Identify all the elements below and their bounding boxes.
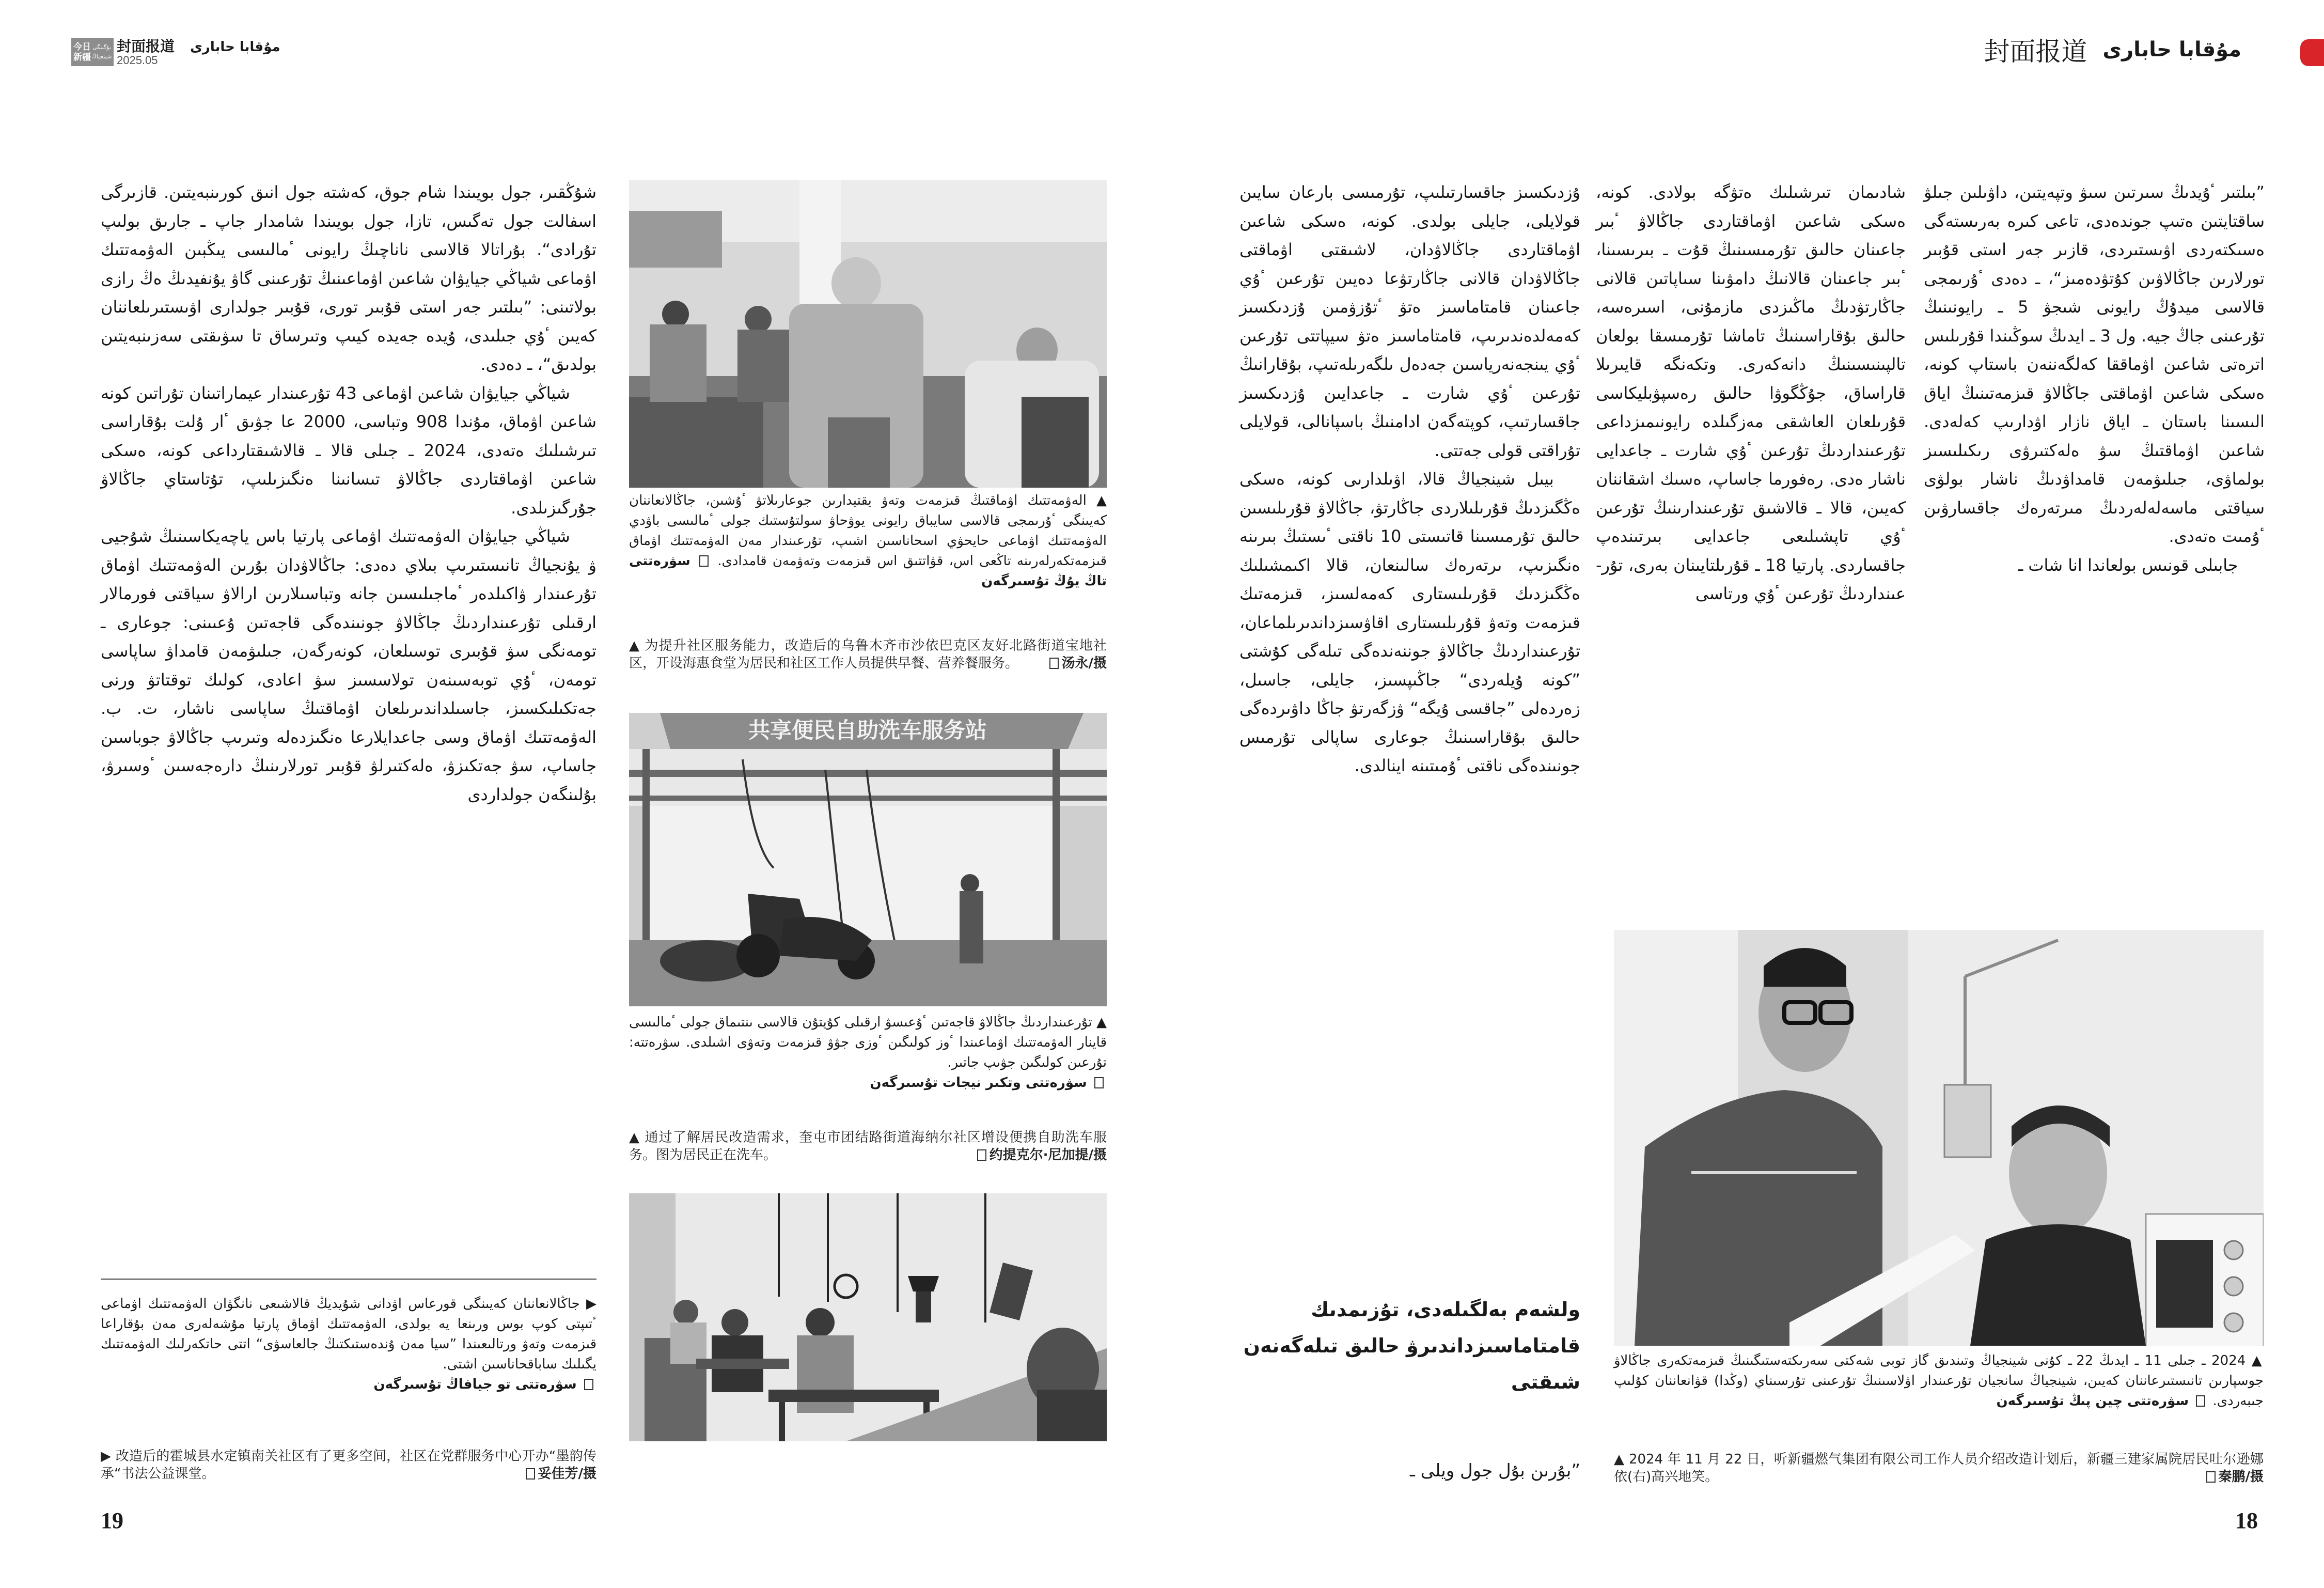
section-title-cn: 封面报道 [117, 38, 175, 55]
photo-credit-cn [1046, 655, 1107, 672]
section-title-kz: مۇقابا حابارى [190, 39, 280, 55]
credit-box-icon [977, 1149, 986, 1161]
logo-kz-line1: بۇگىنگى [92, 44, 111, 51]
photo-credit-kz: سۋرەتتى تاڭ يۇڭ تۇسىرگەن [629, 553, 1107, 589]
paragraph: بيىل شينجياڭ قالا، اۋىلدارىى كونە، ەسكى ەڭگىزدىڭ قۇرىلىلاردى جاڭارتۋ، جاڭالاۋ قۇرىلىسىن حالىق تۇرمىسىنا قاتىستى 10 ناقتى ٴىستىڭ بىرىنە ەنگىزىپ، ىرتەرەك سالىنعان، قالا اكىمشىلىك ەڭگىزدىك قۇرىلىستارى كەمەلسىز، قىزمەتىك قىزمەت وتەۋ قۇرىلىستارى اقاۋسىزداندىرىلماعان، تۇرعىنداردىڭ جاڭالاۋ جوننەندەگى تىلەگى كۇشتى ”كونە ۇيلەردى“ جاڭىپسىز، جايلى، جاسىل، زەردەلى ”جاقسى ۇيگە“ ۋزگەرتۋ جاڭا داۋىردەگى حالىق بۇقاراسىنىڭ جوعارى ساپالى تۇرمىس جونىندەگى ناقتى ٴۇمىتىنە اينالدى. [1239, 469, 1581, 775]
credit-box-icon [699, 555, 709, 567]
caption-kz-canteen [629, 491, 1107, 591]
credit-name: 约提克尔·尼加提/摄 [989, 1147, 1107, 1163]
magazine-logo [71, 38, 114, 66]
credit-name: 妥佳芳/摄 [538, 1466, 596, 1482]
photo-calligraphy-class [629, 1193, 1107, 1441]
photo-credit-cn [523, 1465, 597, 1483]
credit-name: 汤永/摄 [1061, 656, 1107, 671]
credit-box-icon [526, 1468, 535, 1480]
issue-date: 2025.05 [117, 54, 158, 67]
caption-text: ▶ جاڭالانعاننان كەيىنگى قورعاس اۋدانى شۇيديڭ قالاشىعى نانگۋان الەۋمەتتىك اۋماعى ٴتىپتى كوپ بوس ورىنعا يە بولدى، الەۋمەتتىك اۋماق پارتيا مۇشەلەرى مەن بۇقاراعا قىزمەت وتەۋ ورتالىعىندا ”سيا مەن ۇندەستىكتىڭ جالعاسۋى“ اتتى حاتكەرلىك الەۋمەتتىك يگىلىك ساباقحاناسىن اشتى. [101, 1296, 596, 1372]
photo-credit-kz: سۋرەتتى چين پىڭ تۇسىرگەن [1996, 1393, 2189, 1409]
page-number-left: 19 [101, 1508, 123, 1533]
caption-kz-calligraphy [101, 1294, 596, 1395]
photo-credit-cn [2203, 1468, 2264, 1486]
running-header-right [1984, 31, 2241, 68]
credit-box-icon [2206, 1471, 2216, 1483]
photo-credit-kz: سۋرەتتى وتكىر نيجات تۇسىرگەن [870, 1075, 1087, 1091]
caption-divider [101, 1279, 596, 1280]
body-column-right-1 [1924, 178, 2265, 580]
logo-kz-line2: شينجياڭ [91, 53, 112, 60]
body-column-right-2 [1596, 178, 1906, 609]
article-subheading: ولشەم بەلگىلەدى، تۇزىمدىك قامتاماسىزداندىرۋ حالىق تىلەگەنەن شىقتى [1243, 1298, 1580, 1393]
caption-cn-gas [1614, 1451, 2264, 1486]
paragraph: شياڭي جيايۋان الەۋمەتتىك اۋماعى پارتيا باس ياچەيكاسىنىڭ شۇجيى ۋ يۇنجياڭ تانىستىرىپ بىلاي دەدى: جاڭالاۋدان بۇرىن الەۋمەتتىك اۋماق تۇرعىندار ۋاكىلدەر ٴماجىلىسىن جانە وتباسىلارىن ارالاۋ سياقتى فورمالار ارقىلى تۇرعىنداردىڭ جاڭالاۋ جونىندەگى قاجەتىن ۇعىىنى: جوعارى ـ تومەنگى سۋ قۇبىرى توسىلعان، كونەرگەن، جىلىۋمەن قامداۋ ساپاسى تومەن، ٴۇي توبەسىنەن تولاسسىز سۋ اعادى، كولىك توقتاتۋ ورنى جەتكىلىكسىز، جاسىلداندىرىلعان اۋماقتىڭ ساپاسى ناشار، ت. ب. الەۋمەتتىك اۋماق وسى جاعدايلارعا ەنگىزدەلە وتىرىپ جاڭالاۋ جوباسىن جاساپ، سۋ جەتكىزۋ، ەلەكتىرلۋ قۇبىر تورلارىنىڭ دارەجەسىن ٴوسىرۋ، بۇلىنگەن جولداردى [101, 526, 596, 804]
caption-text: ▲ 2024 ـ جىلى 11 ـ ايدىڭ 22 ـ كۇنى شينجياڭ وتىندىق گاز توبى شەكتى سەرىكتەستىگىنىڭ قىزمەتكەرى جاڭالاۋ جوسپارىن تانىستىرعاننان كەيىن، شينجياڭ سانجيان تۇرعىندار اۋلاسىنىڭ تۇرعىنى تۇرسىناي (وڭدا) قۋانعاننان كۇلىپ جىبەردى. [1614, 1353, 2264, 1409]
paragraph: ”بىلتىر ٴۇيدىڭ سىرتىن سىۋ وتپەيتىن، داۋىلىن جىلۋ ساقتايتىن ەتىپ جوندەدى، تاعى كىرە بەرىستەگى ەسىكتەردى اۋىستىردى، قازىر جەر استى قۇبىر تورلارىن جاڭالاۋىن كۇتۋدەمىز“، ـ دەدى ٴۇرىمجى قالاسى ميدۇڭ رايونى شىجۋ 5 ـ رايونىنىڭ تۇرعىنى جاڭ جيە. ول 3 ـ ايدىڭ سوڭىندا قۇرىلىس اترەتى شاعىن اۋماققا كەلگەننەن باستاپ كونە، ەسكى شاعىن اۋماقتى جاڭالاۋ قىزمەتىنىڭ اياق الىسىنا باستان ـ اياق نازار اۋدارىپ كەلەدى. شاعىن اۋماقتىڭ سۋ ەلەكتىرۋى رىكىلىسىز بولماۋى، جىلىۋمەن قامداۋدىڭ ناشار بولۋى سياقتى ماسەلەلەردىڭ مىرتەرەك جاقسارۋىن ٴۇمىت ەتەدى. [1924, 182, 2265, 546]
caption-text: ▲ 通过了解居民改造需求，奎屯市团结路街道海纳尔社区增设便携自助洗车服务。图为居民正在洗车。 [629, 1130, 1107, 1163]
body-column-left-1 [101, 178, 596, 809]
credit-box-icon [1094, 1077, 1104, 1088]
page-number-right: 18 [2235, 1508, 2258, 1533]
running-header-left [71, 38, 280, 67]
credit-name: 秦鹏/摄 [2218, 1469, 2264, 1485]
credit-box-icon [2196, 1395, 2205, 1407]
body-column-right-3 [1239, 178, 1580, 781]
credit-box-icon [584, 1379, 593, 1390]
photo-community-canteen [629, 180, 1107, 488]
photo-credit-kz: سۋرەتتى تو جيافاڭ تۇسىرگەن [373, 1377, 577, 1392]
credit-box-icon [1049, 658, 1059, 669]
section-title-cn: 封面报道 [1984, 37, 2087, 67]
caption-text: ▲ 为提升社区服务能力，改造后的乌鲁木齐市沙依巴克区友好北路街道宝地社区，开设海惠食堂为居民和社区工作人员提供早餐、营养餐服务。 [629, 638, 1107, 671]
logo-cn-text: 今日新疆 [73, 42, 91, 63]
subsection-lead: ”بۇرىن بۇل جول ويلى ـ [1409, 1460, 1580, 1481]
caption-cn-calligraphy [101, 1447, 596, 1483]
photo-self-service-car-wash [629, 713, 1107, 1006]
paragraph: شۇڭقىر، جول بويىندا شام جوق، كەشتە جول انىق كورىنبەيتىن. قازىرگى اسفالت جول تەگىس، تازا، جول بويىندا شامدار جاپ ـ جارىق بولىپ تۇرادى“. بۇراتالا قالاسى ناناچىڭ رايونى ٴمالىسى يىڭبىن الەۋمەتتىك اۋماعى شياڭي جيايۋان شاعىن اۋماعىنىڭ تۇرعىنى گاۋ يۇنفيدىڭ ەڭ رازى بولاتىنى: ”بىلتىر جەر استى قۇبىر تورى، قۇبىر جولدارى اۋىستىرىلعاننان كەيىن ٴۇي جىلىدى، ۇيدە جەيدە كيىپ وتىرساق تا سۋىقتى سەزىنبەيتىن بولدىق“، ـ دەدى. [101, 182, 596, 374]
section-block [117, 38, 175, 66]
paragraph: شياڭي جيايۋان شاعىن اۋماعى 43 تۇرعىندار عيماراتىنان تۇراتىن كونە شاعىن اۋماق، مۇندا 908 وتباسى، 2000 عا جۋىق ٴار ۇلت بۇقاراسى تىرشىلىك ەتەدى، 2024 ـ جىلى قالا ـ قالاشىقتارداعى كونە، ەسكى شاعىن اۋماقتاردى جاڭالاۋ تىسانىنا ەنگىزىلىپ، تۇتاستاي جاڭالاۋ جۇرگىزىلدى. [101, 383, 597, 518]
logo-kz-text [91, 43, 112, 61]
section-title-kz: مۇقابا حابارى [2102, 38, 2241, 61]
caption-kz-gas [1614, 1351, 2264, 1411]
caption-cn-canteen [629, 637, 1107, 672]
caption-text: ▶ 改造后的霍城县水定镇南关社区有了更多空间，社区在党群服务中心开办“墨韵传承“书法公益课堂。 [101, 1449, 596, 1482]
paragraph: جابىلى قونىس بولعاندا انا شات ـ [2018, 555, 2238, 575]
caption-text: ▲ 2024 年 11 月 22 日，听新疆燃气集团有限公司工作人员介绍改造计划后，新疆三建家属院居民吐尔逊娜依(右)高兴地笑。 [1614, 1452, 2264, 1485]
caption-text: ▲ تۇرعىنداردىڭ جاڭالاۋ قاجەتىن ٴۇعىسۋ ارقىلى كۇيتۇن قالاسى ىنتىماق جولى ٴمالىسى قاينار الەۋمەتتىك اۋماعىندا ٴوز كولىگىن ٴوزى جۋۋ قىزمەت وتەۋى اشىلدى. سۋرەتتە: تۇرعىن كولىگىن جۋىپ جاتىر. [629, 1015, 1107, 1070]
caption-cn-carwash [629, 1129, 1107, 1164]
car-wash-sign-text: 共享便民自助洗车服务站 [748, 718, 987, 743]
paragraph: ۇزدىكسىز جاقسارتىلىپ، تۇرمىسى بارعان سايىن قولايلى، جايلى بولدى. كونە، ەسكى شاعىن اۋماقتاردى جاڭالاۋدان، لاشىقتى اۋماقتى جاڭالاۋدان قالانى جاڭارتۋعا دەيىن تۇرعىن ٴۇي جاعىنان قامتاماسىز ەتۋ ٴتۇزۋمىن ۇزدىكسىز كەمەلدەندىرىپ، قامتاماسىز ەتۋ سيپاتتى تۇرعىن ٴۇي يىنجەنەرياسىن جەدەل ىلگەرىلەتىپ، بۇقارانىڭ تۇرعىن ٴۇي شارت ـ جاعدايىن ۇزدىكسىز جاقسارتىپ، كوپتەگەن ادامنىڭ باسپانالى، قولايلى تۇراقتى قولى جەتتى. [1239, 182, 1580, 460]
section-color-tab [2300, 39, 2324, 66]
caption-kz-carwash [629, 1013, 1107, 1093]
caption-text: ▲ الەۋمەتتىك اۋماقتىڭ قىزمەت وتەۋ يقتيدارىن جوعارىلاتۋ ٴۇشىن، جاڭالانعاننان كەيىنگى ٴۇرىمجى قالاسى سايباق رايونى يوۋحاۋ سولتۇستىك جولى ٴمالىسى باۋدي الەۋمەتتىك اۋماعى حايحۋي اسحاناسىن اشىپ، تۇرعىندار مەن الەۋمەتتىك اۋماق قىزمەتكەرلەرىنە تاڭعى اس، قۋاتتىق اس قىزمەت وتەۋمەن قامدادى. [629, 493, 1107, 569]
photo-credit-cn [974, 1146, 1107, 1164]
photo-gas-worker-resident [1614, 930, 2264, 1346]
paragraph: شادىمان تىرشىلىك ەتۋگە بولادى. كونە، ەسكى شاعىن اۋماقتاردى جاڭالاۋ ٴبىر جاعىنان حالىق تۇرمىسىنىڭ قۇت ـ بىرىسىنا، ٴبىر جاعىنان قالانىڭ دامۋىنا سىاپاتىن قالانى جاڭارتۋدىڭ ماڭىزدى مازمۇنى، اسىرەسە، حالىق بۇقاراسىنىڭ تاماشا تۇرمىسقا بولعان تالپىنىسىنىڭ دانەكەرى. وتكەنگە قايىرىلا قاراساق، جۇڭگوۋا حالىق رەسپۋبليكاسى قۇرىلعان العاشقى مەزگىلدە رايونىمىزداعى تۇرعىنداردىڭ تۇرعىن ٴۇي شارت ـ جاعدايى ناشار ەدى. رەفورما جاساپ، ەسىك اشقاننان كەيىن، قالا ـ قالاشىق تۇرعىندارىنىڭ تۇرعىن ٴۇي تاپشىلىعى جاعدايى بىرتىندەپ جاقساردى. پارتيا 18 ـ قۇرىلتايىنان بەرى، تۇرعىنداردىڭ تۇرعىن ٴۇي ورتاسى [1596, 182, 1906, 603]
